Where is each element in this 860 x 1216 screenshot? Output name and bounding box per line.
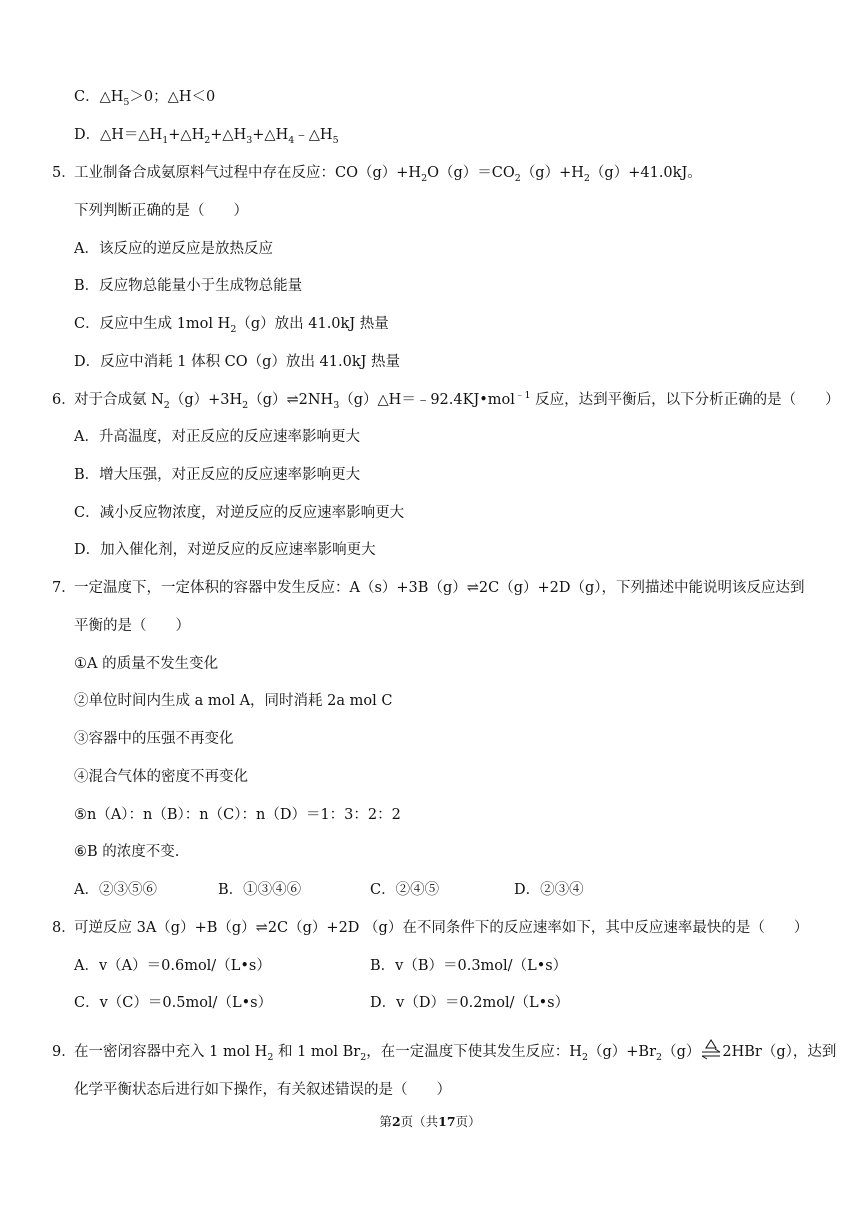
q7-option-d: D．②③④ — [514, 882, 584, 898]
q9-number: 9． — [52, 1044, 76, 1060]
q8-number: 8． — [52, 920, 76, 936]
q8-option-d: D．v（D）＝0.2mol/（L•s） — [370, 995, 570, 1011]
q4-option-d: D．$\triangle H=\triangle H_1+\triangle H_2+\triangle H_3+\triangle H_4﹣\triangle H_5$ — [74, 127, 339, 146]
q7-item-2: ②单位时间内生成 a mol A，同时消耗 2a mol C — [74, 693, 393, 709]
q9-stem-cont: 化学平衡状态后进行如下操作，有关叙述错误的是（ ） — [74, 1082, 451, 1098]
q5-option-b: B．反应物总能量小于生成物总能量 — [74, 278, 303, 294]
q7-item-6: ⑥B 的浓度不变. — [74, 844, 180, 860]
q5-option-c: C．反应中生成 1mol $H_2(g)$放出 41.0kJ 热量 — [74, 316, 389, 335]
reversible-heat-arrow-icon — [700, 1042, 722, 1062]
q8-option-a: A．v（A）＝0.6mol/（L•s） — [74, 958, 271, 974]
q7-stem-cont: 平衡的是（ ） — [74, 618, 190, 634]
q5-option-d: D．反应中消耗 1 体积 CO（g）放出 41.0kJ 热量 — [74, 354, 401, 370]
q7-item-5: ⑤n（A）：n（B）：n（C）：n（D）＝1：3：2：2 — [74, 807, 401, 823]
q5-stem-cont: 下列判断正确的是（ ） — [74, 203, 248, 219]
q6-stem: 对于合成氨 $N_2(g)+3H_2(g)\rightleftharpoons 2NH_3(g)\triangle H=﹣92.4KJ•mol^{﹣1}$ 反应，达到平衡后，以下分析正确的是（ ） — [74, 390, 840, 411]
q7-item-1: ①A 的质量不发生变化 — [74, 656, 219, 672]
q6-option-a: A．升高温度，对正反应的反应速率影响更大 — [74, 429, 360, 445]
q6-option-b: B．增大压强，对正反应的反应速率影响更大 — [74, 467, 361, 483]
q7-item-3: ③容器中的压强不再变化 — [74, 731, 234, 747]
q7-option-b: B．①③④⑥ — [218, 882, 302, 898]
q6-number: 6． — [52, 392, 76, 408]
q7-stem: 一定温度下，一定体积的容器中发生反应：A（s）+3B（g）⇌2C（g）+2D（g），下列描述中能说明该反应达到 — [74, 580, 805, 596]
q7-option-a: A．②③⑤⑥ — [74, 882, 157, 898]
q6-option-d: D．加入催化剂，对逆反应的反应速率影响更大 — [74, 542, 376, 558]
q5-option-a: A．该反应的逆反应是放热反应 — [74, 241, 273, 257]
q5-stem: 工业制备合成氨原料气过程中存在反应：$CO(g)+H_2O(g)=CO_2(g)+H_2(g)+41.0kJ$。 — [74, 165, 702, 184]
q9-stem: 在一密闭容器中充入 1 mol $H_2$ 和 1 mol $Br_2$，在一定温度下使其发生反应：$H_2(g)+Br_2(g)$ 2HBr（g），达到 — [74, 1042, 836, 1062]
q5-number: 5． — [52, 165, 76, 181]
q4-option-c: C．$\triangle H_5>0$；△H＜0 — [74, 89, 216, 108]
q8-option-b: B．v（B）＝0.3mol/（L•s） — [370, 958, 568, 974]
q7-number: 7． — [52, 580, 76, 596]
page-footer: 第2页（共17页） — [379, 1114, 481, 1129]
q8-option-c: C．v（C）＝0.5mol/（L•s） — [74, 995, 273, 1011]
q8-stem: 可逆反应 3A（g）+B（g）⇌2C（g）+2D （g）在不同条件下的反应速率如下，其中反应速率最快的是（ ） — [74, 920, 809, 936]
q6-option-c: C．减小反应物浓度，对逆反应的反应速率影响更大 — [74, 505, 405, 521]
q7-option-c: C．②④⑤ — [370, 882, 440, 898]
q7-item-4: ④混合气体的密度不再变化 — [74, 769, 248, 785]
